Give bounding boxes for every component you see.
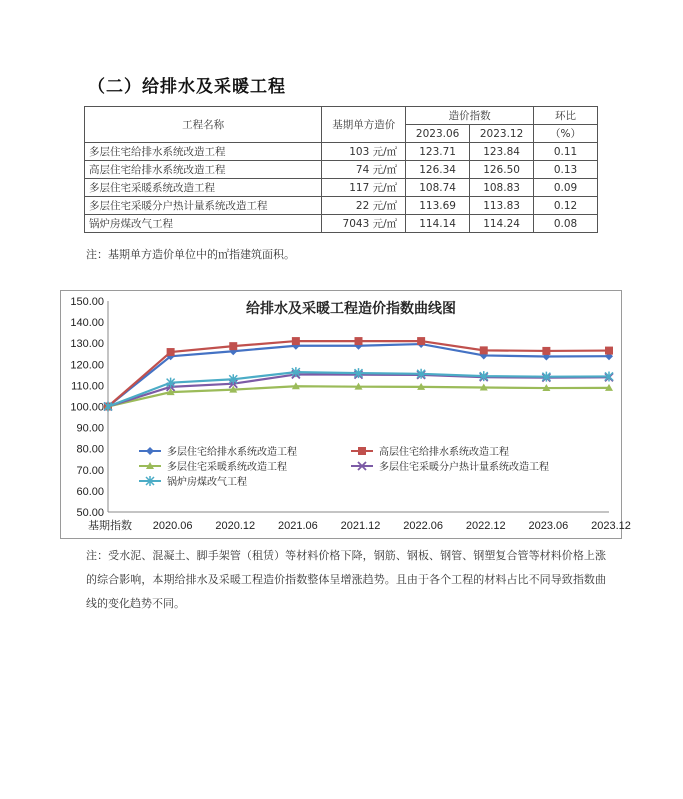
- header-period-1: 2023.06: [406, 125, 470, 143]
- table-row: [85, 143, 598, 161]
- index-line-chart: [60, 290, 631, 539]
- y-tick-label: 110.00: [71, 380, 104, 393]
- y-tick-label: 90.00: [76, 422, 104, 435]
- cell-p1: 113.69: [406, 197, 470, 215]
- series-4-line: [108, 374, 609, 406]
- x-tick-label: 2022.12: [465, 520, 506, 532]
- table-row: [85, 179, 598, 197]
- y-tick-label: 50.00: [76, 507, 104, 519]
- x-tick-label: 2020.12: [215, 520, 256, 532]
- x-tick-label: 2023.12: [591, 520, 631, 532]
- series-2-point: [355, 337, 363, 345]
- series-2-point: [292, 337, 300, 345]
- cell-p1: 108.74: [406, 179, 470, 197]
- cell-p1: 123.71: [406, 143, 470, 161]
- series-2-point: [417, 337, 425, 345]
- cell-base: 117 元/㎡: [322, 179, 406, 197]
- legend-2-label: 高层住宅给排水系统改造工程: [379, 447, 509, 458]
- cell-ratio: 0.09: [534, 179, 598, 197]
- x-tick-label: 基期指数: [88, 520, 132, 532]
- cell-ratio: 0.12: [534, 197, 598, 215]
- y-tick-label: 100.00: [70, 401, 104, 414]
- header-ratio: 环比: [534, 107, 598, 125]
- cell-ratio: 0.13: [534, 161, 598, 179]
- table-row: [85, 215, 598, 233]
- cell-p1: 114.14: [406, 215, 470, 233]
- legend-4-label: 多层住宅采暖分户热计量系统改造工程: [379, 462, 549, 473]
- y-tick-label: 70.00: [76, 464, 104, 477]
- cell-name: 锅炉房煤改气工程: [85, 215, 322, 233]
- legend-2-point: [358, 447, 366, 455]
- cell-base: 103 元/㎡: [322, 143, 406, 161]
- series-2-point: [542, 347, 550, 355]
- cell-p2: 114.24: [470, 215, 534, 233]
- cell-p1: 126.34: [406, 161, 470, 179]
- price-index-table: [84, 106, 598, 233]
- y-tick-label: 140.00: [70, 317, 104, 330]
- y-tick-label: 60.00: [76, 485, 104, 498]
- cell-base: 22 元/㎡: [322, 197, 406, 215]
- series-2-point: [229, 342, 237, 350]
- cell-p2: 123.84: [470, 143, 534, 161]
- x-tick-label: 2020.06: [152, 520, 193, 532]
- cell-base: 74 元/㎡: [322, 161, 406, 179]
- table-row: [85, 197, 598, 215]
- section-heading: （二）给排水及采暖工程: [88, 77, 286, 97]
- cell-name: 多层住宅给排水系统改造工程: [85, 143, 322, 161]
- y-tick-label: 80.00: [76, 443, 104, 456]
- x-tick-label: 2021.06: [277, 520, 318, 532]
- legend-1-label: 多层住宅给排水系统改造工程: [167, 447, 297, 458]
- series-2-point: [167, 348, 175, 356]
- x-tick-label: 2021.12: [340, 520, 381, 532]
- chart-footnote: 注：受水泥、混凝土、脚手架管（租赁）等材料价格下降，钢筋、钢板、钢管、钢塑复合管等材料价格上涨的综合影响，本期给排水及采暖工程造价指数整体呈增涨趋势。且由于各个工程的材料占比不同导致指数曲线的变化趋势不同。: [86, 549, 606, 610]
- header-period-2: 2023.12: [470, 125, 534, 143]
- cell-name: 多层住宅采暖分户热计量系统改造工程: [85, 197, 322, 215]
- cell-base: 7043 元/㎡: [322, 215, 406, 233]
- header-price-index: 造价指数: [406, 107, 534, 125]
- y-tick-label: 150.00: [70, 296, 104, 308]
- chart-title: 给排水及采暖工程造价指数曲线图: [246, 301, 456, 317]
- cell-ratio: 0.08: [534, 215, 598, 233]
- cell-ratio: 0.11: [534, 143, 598, 161]
- cell-name: 高层住宅给排水系统改造工程: [85, 161, 322, 179]
- table-header-row-1: [85, 107, 598, 125]
- cell-p2: 113.83: [470, 197, 534, 215]
- y-tick-label: 130.00: [70, 338, 104, 351]
- legend-1-point: [146, 447, 154, 455]
- cell-p2: 126.50: [470, 161, 534, 179]
- series-2-point: [605, 347, 613, 355]
- table-footnote: 注：基期单方造价单位中的㎡指建筑面积。: [86, 248, 295, 261]
- y-tick-label: 120.00: [70, 359, 104, 372]
- chart-svg: [61, 291, 631, 538]
- header-base-price: 基期单方造价: [322, 107, 406, 143]
- series-2-point: [480, 346, 488, 354]
- cell-name: 多层住宅采暖系统改造工程: [85, 179, 322, 197]
- table-row: [85, 161, 598, 179]
- x-tick-label: 2022.06: [403, 520, 444, 532]
- x-tick-label: 2023.06: [528, 520, 569, 532]
- header-project-name: 工程名称: [85, 107, 322, 143]
- legend-5-label: 锅炉房煤改气工程: [167, 477, 247, 488]
- cell-p2: 108.83: [470, 179, 534, 197]
- legend-3-label: 多层住宅采暖系统改造工程: [167, 462, 287, 473]
- header-ratio-unit: （%）: [534, 125, 598, 143]
